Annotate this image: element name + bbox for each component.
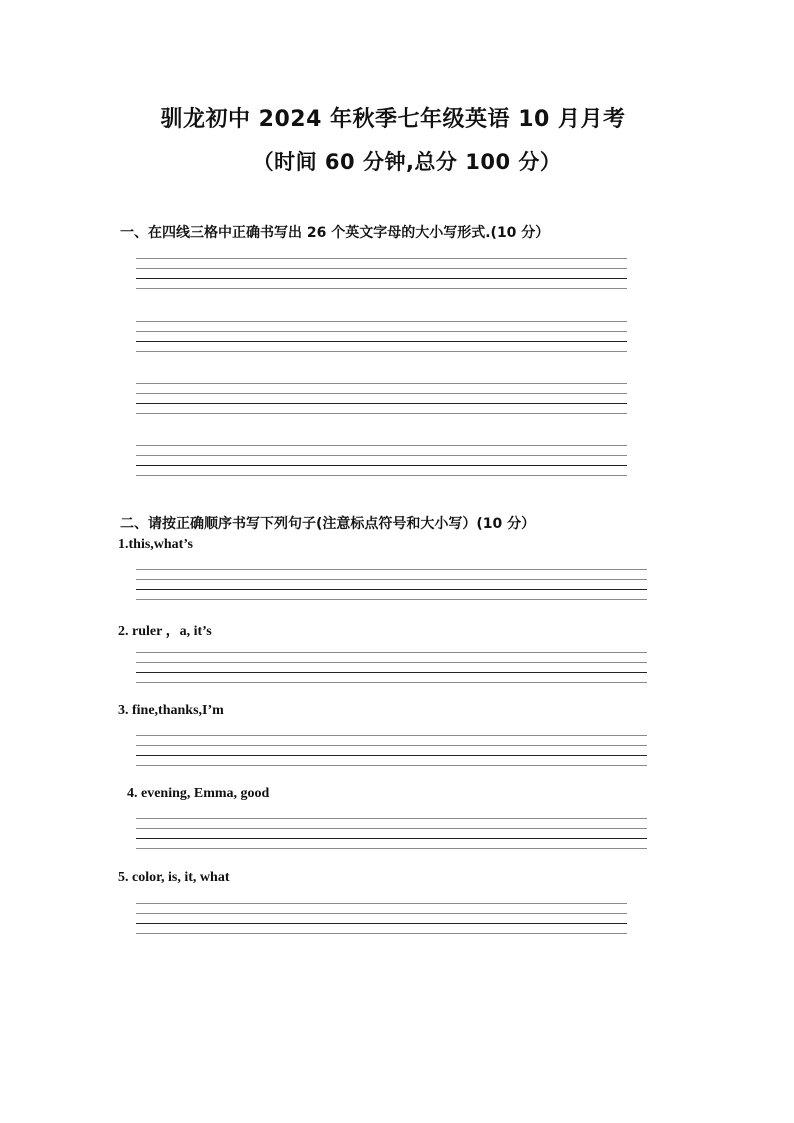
line <box>136 393 627 394</box>
line <box>136 828 647 829</box>
line <box>136 351 627 352</box>
line <box>136 913 627 914</box>
writing-lines-1[interactable] <box>136 258 627 290</box>
line <box>136 475 627 476</box>
baseline <box>136 278 627 279</box>
line <box>136 258 627 259</box>
answer-lines-q5[interactable] <box>136 903 627 935</box>
line <box>136 848 647 849</box>
line <box>136 455 627 456</box>
line <box>136 413 627 414</box>
question-3-label: 3. fine,thanks,I’m <box>118 703 224 718</box>
exam-subtitle: （时间 60 分钟,总分 100 分） <box>252 150 562 174</box>
writing-lines-3[interactable] <box>136 383 627 415</box>
line <box>136 765 647 766</box>
line <box>136 818 647 819</box>
answer-lines-q3[interactable] <box>136 735 647 767</box>
line <box>136 662 647 663</box>
baseline <box>136 838 647 839</box>
baseline <box>136 465 627 466</box>
baseline <box>136 672 647 673</box>
baseline <box>136 755 647 756</box>
line <box>136 445 627 446</box>
question-4-label: 4. evening, Emma, good <box>127 786 270 801</box>
baseline <box>136 589 647 590</box>
answer-lines-q1[interactable] <box>136 569 647 601</box>
line <box>136 599 647 600</box>
writing-lines-2[interactable] <box>136 321 627 353</box>
section-1-heading: 一、在四线三格中正确书写出 26 个英文字母的大小写形式.(10 分） <box>120 225 550 241</box>
baseline <box>136 341 627 342</box>
line <box>136 569 647 570</box>
baseline <box>136 403 627 404</box>
writing-lines-4[interactable] <box>136 445 627 477</box>
line <box>136 579 647 580</box>
line <box>136 903 627 904</box>
line <box>136 652 647 653</box>
line <box>136 321 627 322</box>
question-5-label: 5. color, is, it, what <box>118 870 230 885</box>
exam-title: 驯龙初中 2024 年秋季七年级英语 10 月月考 <box>160 107 626 132</box>
line <box>136 383 627 384</box>
line <box>136 735 647 736</box>
answer-lines-q4[interactable] <box>136 818 647 850</box>
line <box>136 288 627 289</box>
line <box>136 745 647 746</box>
question-1-label: 1.this,what’s <box>118 537 193 552</box>
line <box>136 933 627 934</box>
answer-lines-q2[interactable] <box>136 652 647 684</box>
line <box>136 682 647 683</box>
section-2-heading: 二、请按正确顺序书写下列句子(注意标点符号和大小写）(10 分） <box>120 516 536 532</box>
line <box>136 268 627 269</box>
question-2-label: 2. ruler ，a, it’s <box>118 624 212 639</box>
line <box>136 331 627 332</box>
baseline <box>136 923 627 924</box>
